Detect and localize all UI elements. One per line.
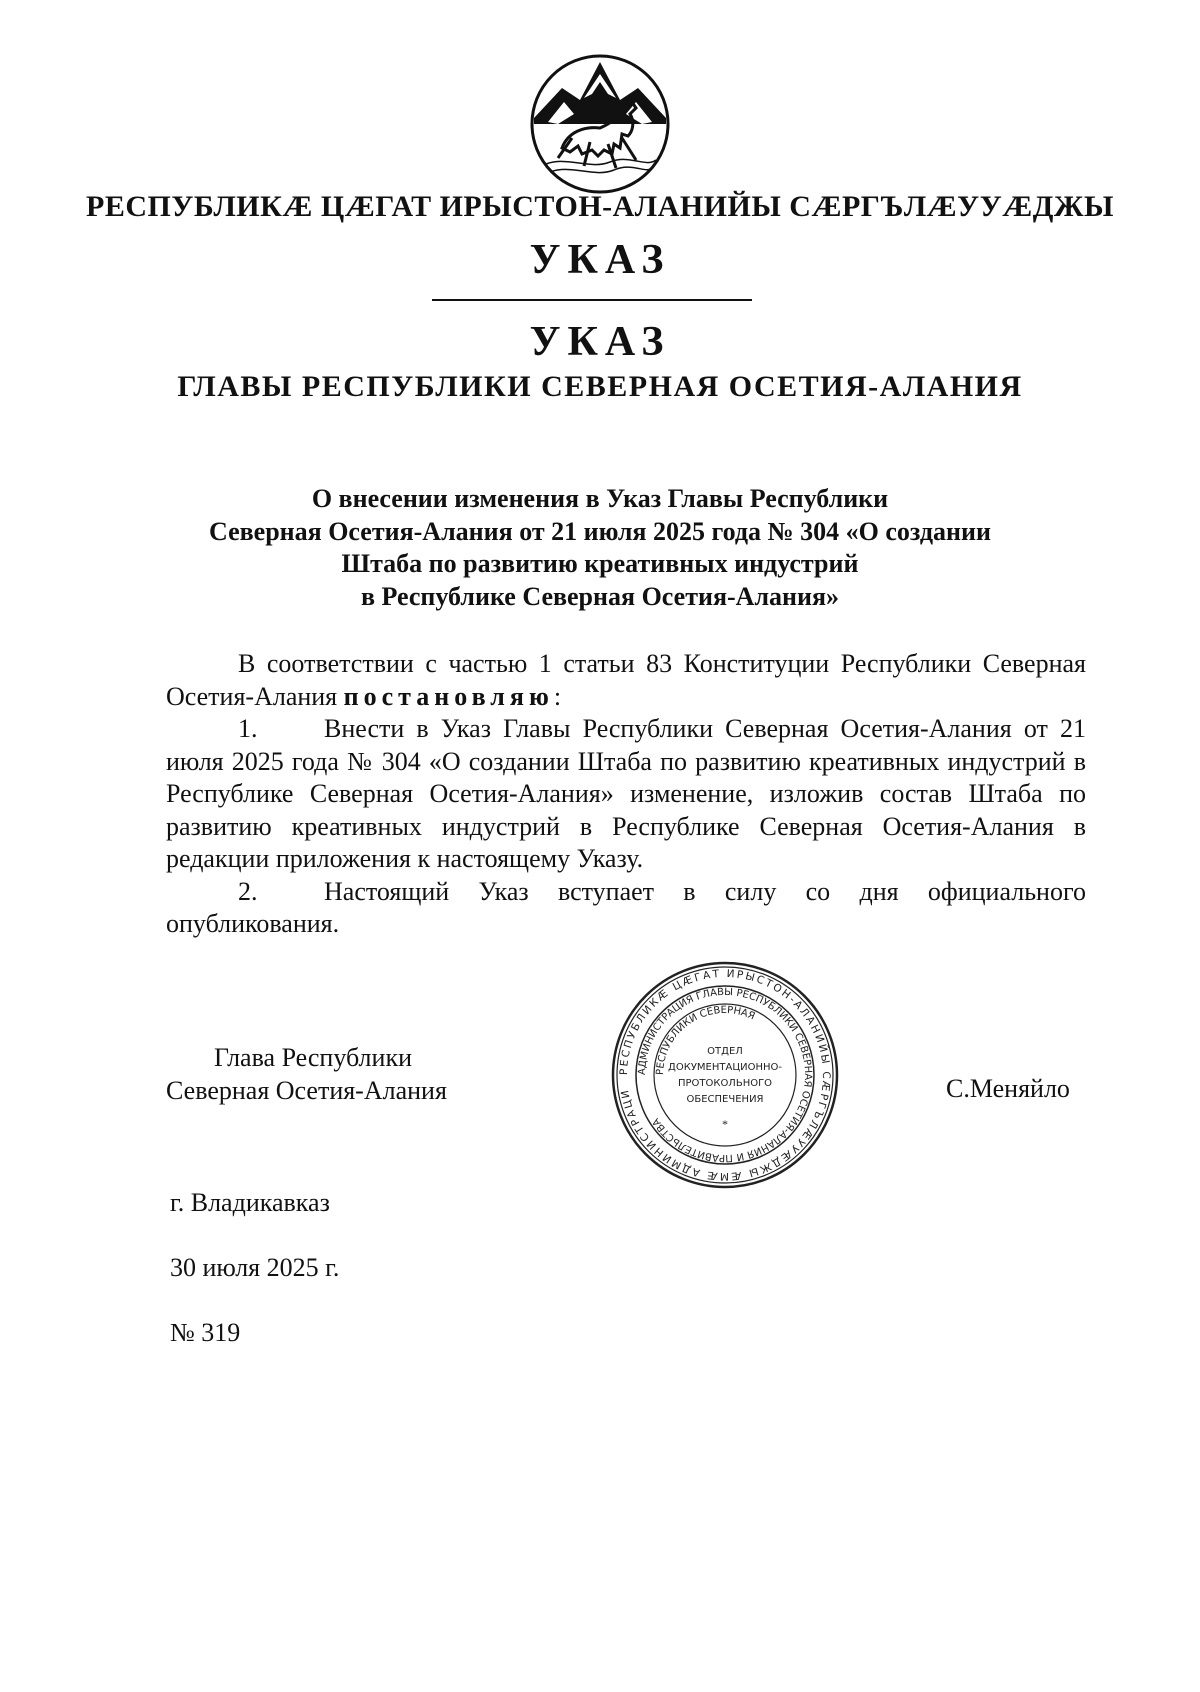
signing-date: 30 июля 2025 г. — [170, 1253, 340, 1282]
header-divider — [432, 299, 752, 301]
preamble-text: В соответствии с частью 1 статьи 83 Конституции Республики Северная Осетия-Алания — [166, 649, 1086, 711]
svg-text:РЕСПУБЛИКӔ ЦӔГАТ ИРЫСТОН-АЛАНИ — [618, 968, 832, 1182]
decree-body — [166, 648, 1086, 941]
seal-outer-text: РЕСПУБЛИКӔ ЦӔГАТ ИРЫСТОН-АЛАНИЙЫ СӔРГЪЛӔУУӔДЖЫ ӔМӔ АДМИНИСТРАЦИ — [617, 967, 833, 1183]
signatory-position-line2: Северная Осетия-Алания — [166, 1075, 447, 1105]
decree-title — [150, 483, 1050, 613]
title-line: Северная Осетия-Алания от 21 июля 2025 года № 304 «О создании — [208, 516, 992, 546]
place-of-signing: г. Владикавказ — [170, 1188, 330, 1217]
title-line: О внесении изменения в Указ Главы Республики — [311, 484, 889, 513]
seal-center-line: ОТДЕЛ — [707, 1046, 743, 1057]
seal-middle-text: АДМИНИСТРАЦИЯ ГЛАВЫ РЕСПУБЛИКИ СЕВЕРНАЯ ОСЕТИЯ-АЛАНИЯ И ПРАВИТЕЛЬСТВА — [636, 986, 814, 1164]
republic-name-ossetian: РЕСПУБЛИКӔ ЦӔГАТ ИРЫСТОН-АЛАНИЙЫ СӔРГЪЛӔУУӔДЖЫ — [86, 190, 1114, 223]
seal-inner-text: РЕСПУБЛИКИ СЕВЕРНАЯ — [654, 1004, 757, 1076]
seal-center-line: ПРОТОКОЛЬНОГО — [677, 1078, 773, 1089]
title-line: Штаба по развитию креативных индустрий — [341, 549, 859, 578]
decree-heading-ossetian: УКАЗ — [529, 237, 671, 283]
item-2-number: 2. — [238, 876, 258, 906]
decree-number: № 319 — [170, 1318, 241, 1347]
decree-colon: : — [553, 681, 562, 711]
decree-heading-russian: УКАЗ — [529, 319, 671, 365]
title-line: в Республике Северная Осетия-Алания» — [360, 581, 840, 611]
item-2-paragraph — [166, 876, 1086, 941]
issuer-title: ГЛАВЫ РЕСПУБЛИКИ СЕВЕРНАЯ ОСЕТИЯ-АЛАНИЯ — [177, 370, 1023, 403]
signatory-name: С.Меняйло — [946, 1074, 1070, 1103]
seal-star-icon: * — [722, 1117, 728, 1131]
seal-center-line: ДОКУМЕНТАЦИОННО- — [668, 1062, 782, 1073]
seal-center-line: ОБЕСПЕЧЕНИЯ — [686, 1094, 764, 1105]
coat-of-arms-emblem — [528, 52, 672, 196]
decree-word: постановляю — [343, 681, 554, 711]
item-1-number: 1. — [238, 714, 258, 743]
item-1-text: Внести в Указ Главы Республики Северная Осетия-Алания от 21 июля 2025 года № 304 «О создании Штаба по развитию креативных индустрий в Республике Северная Осетия-Алания» изменение, изложив состав Штаба по развитию креативных индустрий в Республике Северная Осетия-Алания в редакции приложения к настоящему Указу. — [166, 714, 1086, 873]
signatory-position-line1: Глава Республики — [214, 1043, 412, 1072]
official-seal-stamp — [610, 960, 840, 1190]
item-1-paragraph — [166, 713, 1086, 876]
preamble-paragraph — [166, 648, 1086, 713]
item-2-text: Настоящий Указ вступает в силу со дня официального опубликования. — [166, 876, 1086, 938]
signatory-position — [166, 1042, 447, 1107]
